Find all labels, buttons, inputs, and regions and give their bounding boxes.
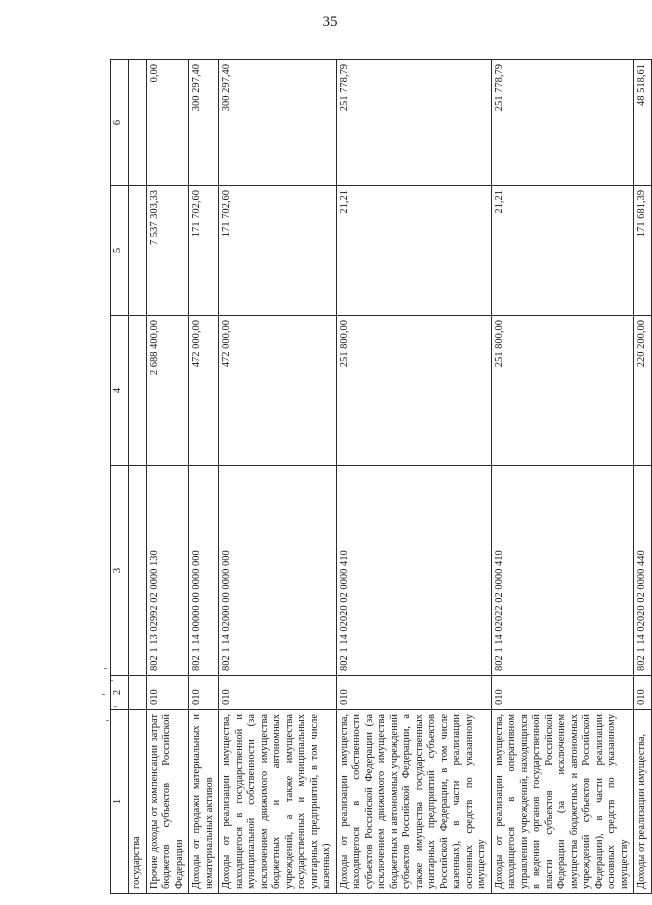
table-row xyxy=(634,60,652,894)
table-row xyxy=(146,60,189,894)
row-executed: 21,21 xyxy=(491,186,634,316)
row-executed: 171 702,60 xyxy=(219,186,337,316)
table-row xyxy=(336,60,491,894)
row-income-code: 802 1 14 02000 00 0000 000 xyxy=(219,466,337,676)
row-approved: 251 800,00 xyxy=(491,316,634,466)
row-executed: 7 537 303,33 xyxy=(146,186,189,316)
row-approved: 472 000,00 xyxy=(219,316,337,466)
row-approved: 2 688 400,00 xyxy=(146,316,189,466)
row-unexecuted: 0,00 xyxy=(146,60,189,186)
column-number: 6 xyxy=(111,60,129,186)
row-line-code: 010 xyxy=(491,676,634,710)
row-name: Доходы от реализации имущества, находящегося в оперативном управлении учреждений, находящихся в ведении органов государственной власти субъектов Российской Федерации (за исключением имущества бюджетных и автономных учреждений субъектов Российской Федерации), в части реализации основных средств по указанному имуществу xyxy=(491,710,634,894)
column-number: 1 xyxy=(111,710,129,894)
row-unexecuted: 251 778,79 xyxy=(336,60,491,186)
row-income-code: 802 1 14 02020 02 0000 410 xyxy=(336,466,491,676)
page-number: 35 xyxy=(322,14,338,30)
row-line-code: 010 xyxy=(336,676,491,710)
row-name: Доходы от продажи материальных и нематериальных активов xyxy=(189,710,219,894)
row-approved: 251 800,00 xyxy=(336,316,491,466)
column-number-row xyxy=(111,60,129,894)
table-row xyxy=(189,60,219,894)
row-line-code: 010 xyxy=(634,676,652,710)
row-executed: 171 702,60 xyxy=(189,186,219,316)
row-name: Доходы от реализации имущества, находящегося в государственной и муниципальной собственности (за исключением движимого имущества бюджетных и автономных учреждений, а также имущества государственных и муниципальных унитарных предприятий, в том числе казенных) xyxy=(219,710,337,894)
row-unexecuted: 300 297,40 xyxy=(219,60,337,186)
row-executed xyxy=(129,186,147,316)
row-approved: 220 200,00 xyxy=(634,316,652,466)
table-row xyxy=(491,60,634,894)
row-approved: 472 000,00 xyxy=(189,316,219,466)
row-line-code: 010 xyxy=(219,676,337,710)
row-name: Доходы от реализации имущества, находящегося в собственности субъектов Российской Федерации (за исключением движимого имущества бюджетных и автономных учреждений субъектов Российской Федерации, а также имущества государственных унитарных предприятий субъектов Российской Федерации, в том числе казенных), в части реализации основных средств по указанному имуществу xyxy=(336,710,491,894)
row-line-code xyxy=(129,676,147,710)
row-income-code: 802 1 13 02992 02 0000 130 xyxy=(146,466,189,676)
row-executed: 21,21 xyxy=(336,186,491,316)
table-row xyxy=(219,60,337,894)
row-unexecuted: 251 778,79 xyxy=(491,60,634,186)
row-income-code xyxy=(129,466,147,676)
row-line-code: 010 xyxy=(189,676,219,710)
row-income-code: 802 1 14 02020 02 0000 440 xyxy=(634,466,652,676)
revenue-table xyxy=(110,59,652,894)
rotated-table-container xyxy=(110,60,647,894)
column-number: 5 xyxy=(111,186,129,316)
row-approved xyxy=(129,316,147,466)
row-name: Прочие доходы от компенсации затрат бюджетов субъектов Российской Федерации xyxy=(146,710,189,894)
row-name: государства xyxy=(129,710,147,894)
row-unexecuted: 300 297,40 xyxy=(189,60,219,186)
column-number: 4 xyxy=(111,316,129,466)
row-unexecuted xyxy=(129,60,147,186)
row-line-code: 010 xyxy=(146,676,189,710)
row-unexecuted: 48 518,61 xyxy=(634,60,652,186)
row-income-code: 802 1 14 02022 02 0000 410 xyxy=(491,466,634,676)
column-number: 2 xyxy=(111,676,129,710)
row-name: Доходы от реализации имущества, xyxy=(634,710,652,894)
row-income-code: 802 1 14 00000 00 0000 000 xyxy=(189,466,219,676)
column-number: 3 xyxy=(111,466,129,676)
table-row xyxy=(129,60,147,894)
row-executed: 171 681,39 xyxy=(634,186,652,316)
